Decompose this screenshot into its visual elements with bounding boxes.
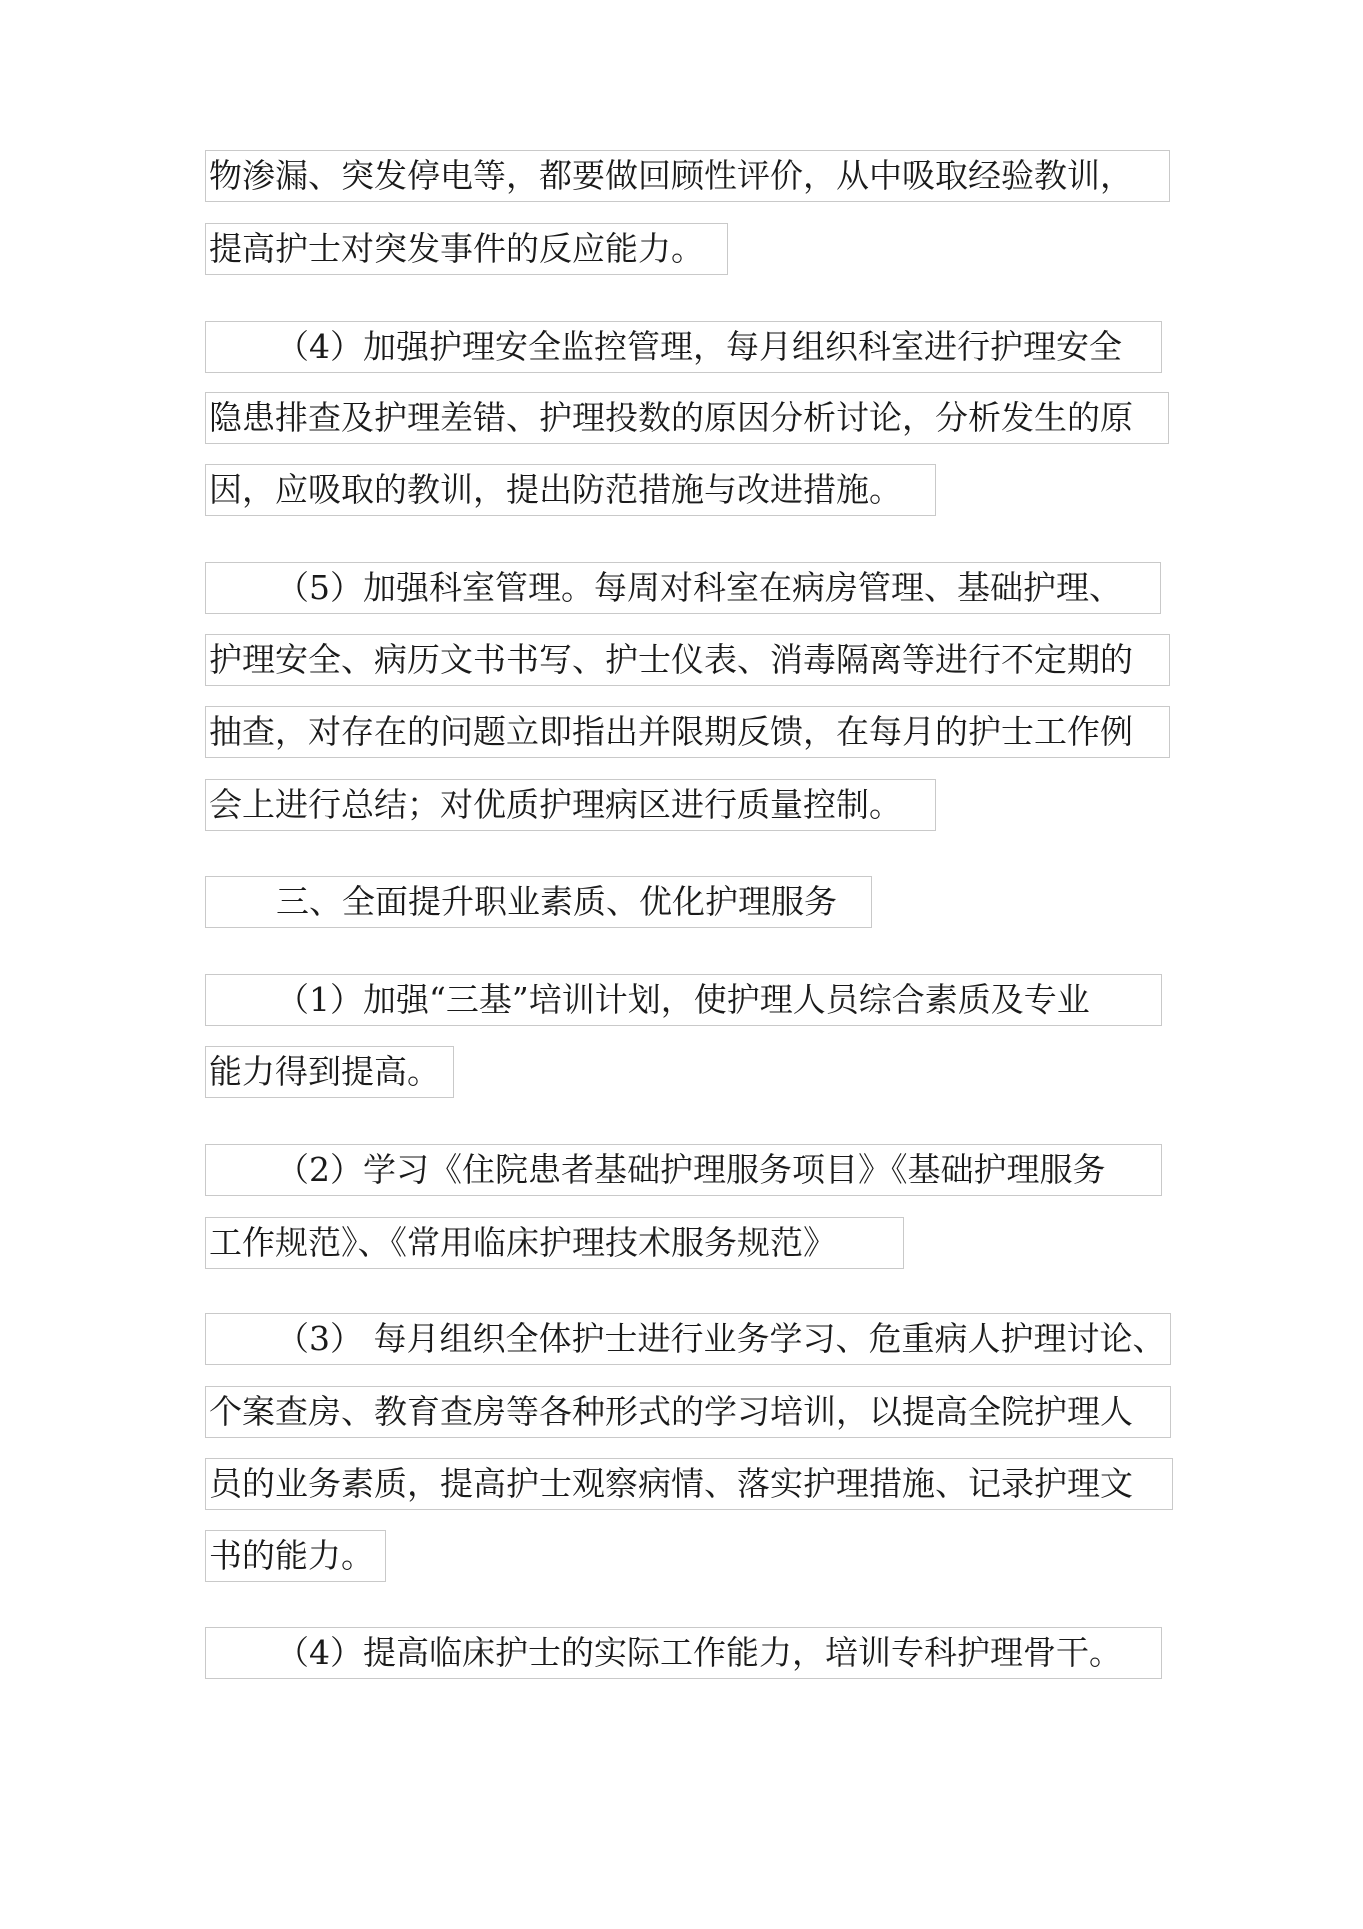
text-line: 员的业务素质，提高护士观察病情、落实护理措施、记录护理文 [205, 1458, 1173, 1510]
text-line: （2）学习《住院患者基础护理服务项目》《基础护理服务 [205, 1144, 1162, 1196]
text-line: 书的能力。 [205, 1530, 386, 1582]
section-heading: 三、全面提升职业素质、优化护理服务 [205, 876, 872, 928]
text-line: 工作规范》、《常用临床护理技术服务规范》 [205, 1217, 904, 1269]
text-line: （5）加强科室管理。每周对科室在病房管理、基础护理、 [205, 562, 1161, 614]
text-line: 提高护士对突发事件的反应能力。 [205, 223, 728, 275]
text-line: （3） 每月组织全体护士进行业务学习、危重病人护理讨论、 [205, 1313, 1171, 1365]
text-line: 会上进行总结；对优质护理病区进行质量控制。 [205, 779, 936, 831]
text-line: （1）加强“三基”培训计划，使护理人员综合素质及专业 [205, 974, 1162, 1026]
text-line: 抽查，对存在的问题立即指出并限期反馈，在每月的护士工作例 [205, 706, 1170, 758]
text-line: 隐患排查及护理差错、护理投数的原因分析讨论，分析发生的原 [205, 392, 1169, 444]
text-line: 护理安全、病历文书书写、护士仪表、消毒隔离等进行不定期的 [205, 634, 1170, 686]
text-line: （4）提高临床护士的实际工作能力，培训专科护理骨干。 [205, 1627, 1162, 1679]
text-line: 因，应吸取的教训，提出防范措施与改进措施。 [205, 464, 936, 516]
text-line: 物渗漏、突发停电等，都要做回顾性评价，从中吸取经验教训， [205, 150, 1170, 202]
text-line: 个案查房、教育查房等各种形式的学习培训，以提高全院护理人 [205, 1386, 1171, 1438]
text-line: （4）加强护理安全监控管理，每月组织科室进行护理安全 [205, 321, 1162, 373]
text-line: 能力得到提高。 [205, 1046, 454, 1098]
